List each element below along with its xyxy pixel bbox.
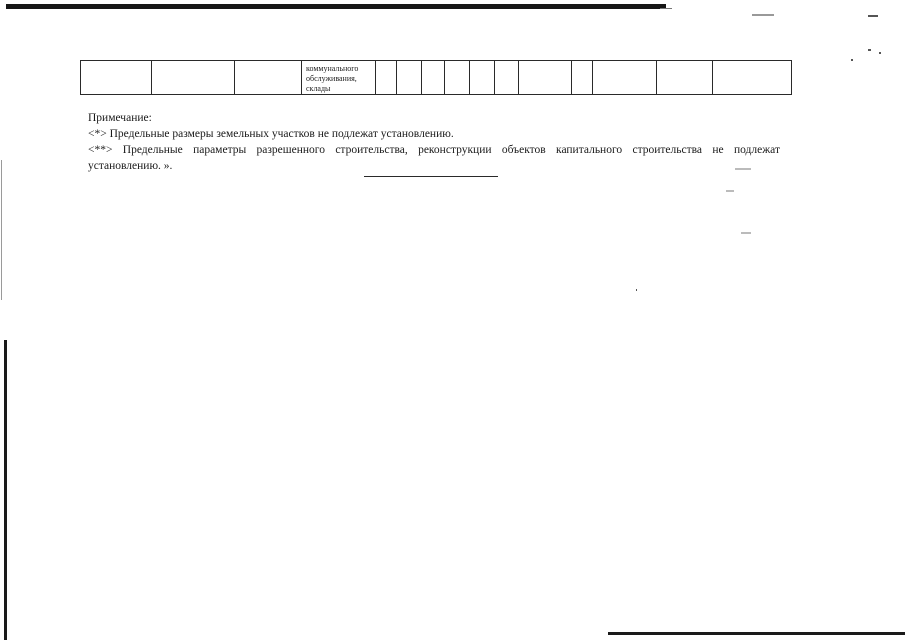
- table-cell: [397, 61, 422, 95]
- table-cell: [152, 61, 235, 95]
- table-cell: [713, 61, 792, 95]
- table-cell: [376, 61, 397, 95]
- note-block: [88, 110, 780, 174]
- regulations-table-fragment: [80, 60, 792, 95]
- scan-speck: [868, 15, 878, 17]
- cell-text-line: коммунального: [306, 64, 359, 73]
- table-cell: [519, 61, 572, 95]
- cell-text-line: склады: [306, 84, 331, 93]
- closing-divider-line: [364, 176, 498, 177]
- table-cell: [470, 61, 495, 95]
- table-cell: [495, 61, 519, 95]
- scan-speck: [752, 14, 774, 16]
- table-cell: [657, 61, 713, 95]
- scan-artifact-left-edge: [4, 340, 7, 640]
- table-cell-purpose: [302, 61, 376, 95]
- scan-speck: [636, 289, 637, 291]
- cell-text-line: обслуживания,: [306, 74, 357, 83]
- table-cell: [593, 61, 657, 95]
- table-cell: [572, 61, 593, 95]
- scan-speck: [741, 232, 751, 234]
- footnote-1: <*> Предельные размеры земельных участков не подлежат установлению.: [88, 128, 454, 140]
- scan-speck: [726, 190, 734, 192]
- scan-speck: [879, 52, 881, 54]
- footnote-2-line-2: установлению. ».: [88, 160, 173, 172]
- scan-artifact-bottom-bar: [608, 632, 905, 635]
- scan-speck: [851, 59, 853, 61]
- scan-speck: [868, 49, 871, 51]
- table-cell: [81, 61, 152, 95]
- scan-artifact-top-line: [660, 8, 672, 9]
- scan-artifact-left-line: [1, 160, 2, 300]
- note-heading: Примечание:: [88, 112, 152, 124]
- table-cell: [422, 61, 445, 95]
- table-row: [81, 61, 792, 95]
- table-cell: [445, 61, 470, 95]
- table-cell: [235, 61, 302, 95]
- footnote-2-line-1: <**> Предельные параметры разрешенного строительства, реконструкции объектов капитального строительства не подлежат: [88, 144, 780, 156]
- scan-artifact-top-bar: [6, 4, 666, 9]
